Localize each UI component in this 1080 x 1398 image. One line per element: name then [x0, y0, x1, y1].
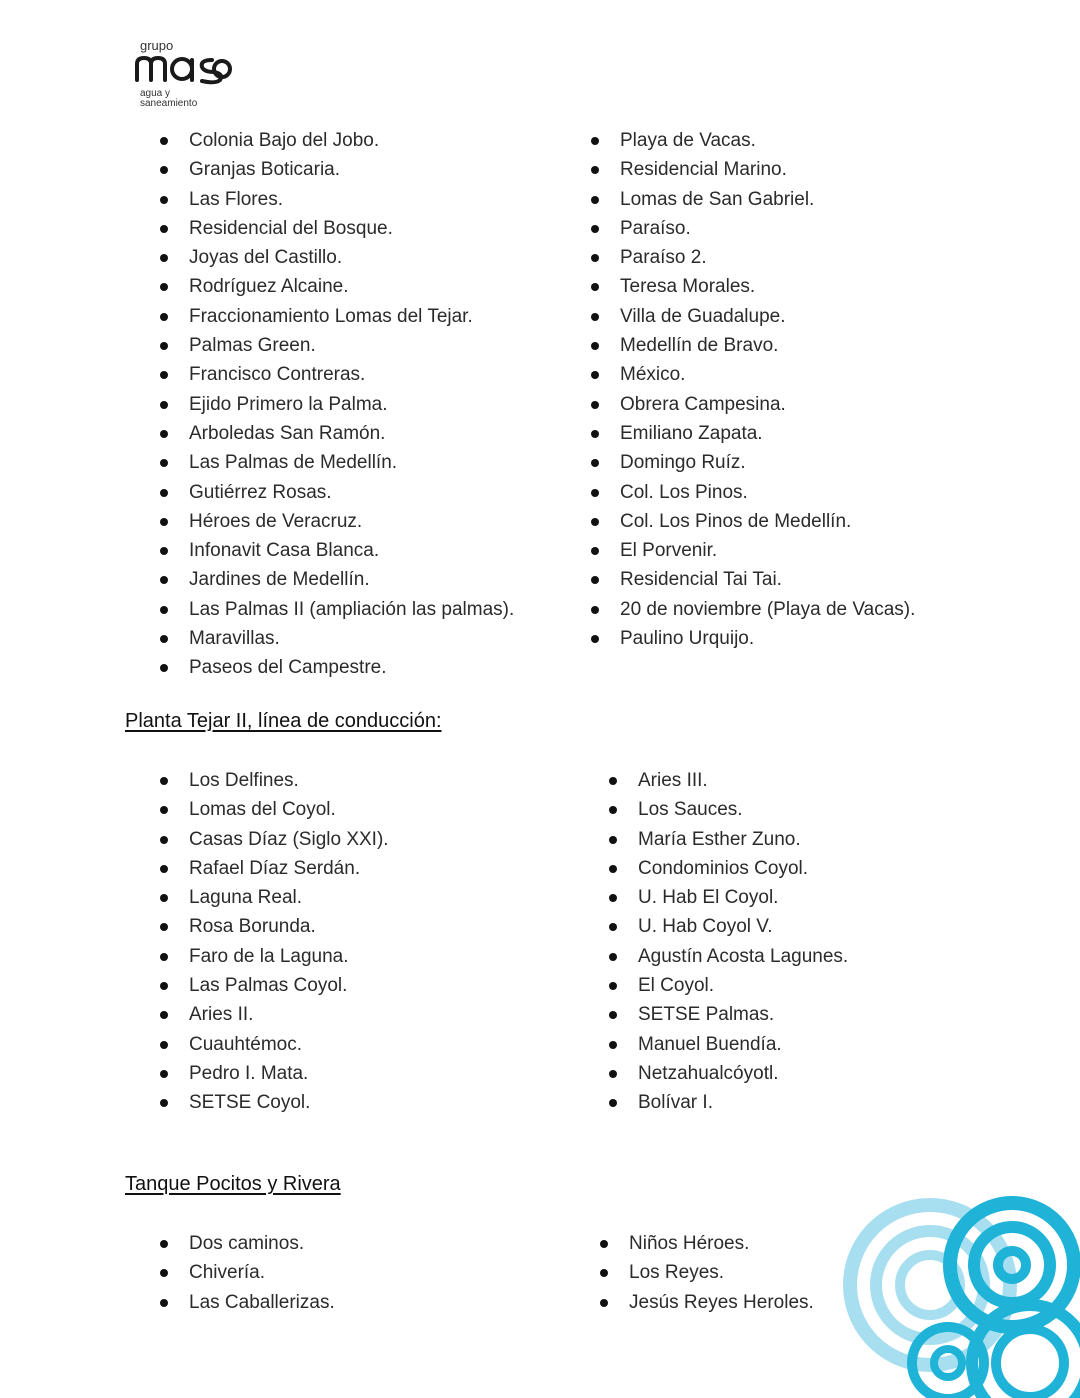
- section3-left-list: [160, 1229, 335, 1317]
- list-item: Medellín de Bravo.: [591, 331, 915, 360]
- list-item: México.: [591, 360, 915, 389]
- section2-heading: Planta Tejar II, línea de conducción:: [125, 710, 442, 732]
- list-item: Teresa Morales.: [591, 272, 915, 301]
- list-item: SETSE Palmas.: [609, 1000, 848, 1029]
- list-item: Agustín Acosta Lagunes.: [609, 942, 848, 971]
- list-item: Rosa Borunda.: [160, 912, 389, 941]
- logo-tagline-2: saneamiento: [140, 98, 198, 109]
- list-item: Aries II.: [160, 1000, 389, 1029]
- list-item: Héroes de Veracruz.: [160, 507, 514, 536]
- list-item: Las Caballerizas.: [160, 1288, 335, 1317]
- list-item: Rodríguez Alcaine.: [160, 272, 514, 301]
- list-item: Los Sauces.: [609, 795, 848, 824]
- list-item: Villa de Guadalupe.: [591, 302, 915, 331]
- list-item: Niños Héroes.: [600, 1229, 814, 1258]
- list-item: Rafael Díaz Serdán.: [160, 854, 389, 883]
- list-item: Netzahualcóyotl.: [609, 1059, 848, 1088]
- list-item: Los Delfines.: [160, 766, 389, 795]
- list-item: Los Reyes.: [600, 1258, 814, 1287]
- decorative-circles-icon: [840, 1195, 1080, 1398]
- list-item: Bolívar I.: [609, 1088, 848, 1117]
- list-item: Francisco Contreras.: [160, 360, 514, 389]
- list-item: Paseos del Campestre.: [160, 653, 514, 682]
- list-item: El Coyol.: [609, 971, 848, 1000]
- list-item: El Porvenir.: [591, 536, 915, 565]
- list-item: Emiliano Zapata.: [591, 419, 915, 448]
- list-item: Las Flores.: [160, 185, 514, 214]
- list-item: Colonia Bajo del Jobo.: [160, 126, 514, 155]
- list-item: Fraccionamiento Lomas del Tejar.: [160, 302, 514, 331]
- list-item: Jesús Reyes Heroles.: [600, 1288, 814, 1317]
- list-item: Jardines de Medellín.: [160, 565, 514, 594]
- list-item: Paraíso.: [591, 214, 915, 243]
- list-item: Lomas de San Gabriel.: [591, 185, 915, 214]
- list-item: Maravillas.: [160, 624, 514, 653]
- list-item: Residencial del Bosque.: [160, 214, 514, 243]
- list-item: Manuel Buendía.: [609, 1030, 848, 1059]
- list-item: Faro de la Laguna.: [160, 942, 389, 971]
- section2-right-list: [609, 766, 848, 1118]
- list-item: Aries III.: [609, 766, 848, 795]
- logo-tagline-1: agua y: [140, 88, 171, 99]
- list-item: Residencial Marino.: [591, 155, 915, 184]
- list-item: Paraíso 2.: [591, 243, 915, 272]
- list-item: Casas Díaz (Siglo XXI).: [160, 825, 389, 854]
- logo-top-text: grupo: [140, 38, 174, 53]
- list-item: Col. Los Pinos.: [591, 478, 915, 507]
- company-logo: [134, 36, 244, 112]
- list-item: Las Palmas de Medellín.: [160, 448, 514, 477]
- list-item: Gutiérrez Rosas.: [160, 478, 514, 507]
- list-item: SETSE Coyol.: [160, 1088, 389, 1117]
- list-item: Cuauhtémoc.: [160, 1030, 389, 1059]
- list-item: Paulino Urquijo.: [591, 624, 915, 653]
- list-item: Obrera Campesina.: [591, 390, 915, 419]
- list-item: 20 de noviembre (Playa de Vacas).: [591, 595, 915, 624]
- list-item: Palmas Green.: [160, 331, 514, 360]
- logo-wordmark-icon: [134, 50, 234, 86]
- list-item: Residencial Tai Tai.: [591, 565, 915, 594]
- list-item: Pedro I. Mata.: [160, 1059, 389, 1088]
- section3-right-list: [600, 1229, 814, 1317]
- list-item: Arboledas San Ramón.: [160, 419, 514, 448]
- list-item: Condominios Coyol.: [609, 854, 848, 883]
- section1-right-list: [591, 126, 915, 653]
- list-item: Dos caminos.: [160, 1229, 335, 1258]
- list-item: Granjas Boticaria.: [160, 155, 514, 184]
- section3-heading: Tanque Pocitos y Rivera: [125, 1173, 341, 1195]
- list-item: Domingo Ruíz.: [591, 448, 915, 477]
- list-item: Laguna Real.: [160, 883, 389, 912]
- list-item: Joyas del Castillo.: [160, 243, 514, 272]
- list-item: Ejido Primero la Palma.: [160, 390, 514, 419]
- list-item: María Esther Zuno.: [609, 825, 848, 854]
- list-item: Chivería.: [160, 1258, 335, 1287]
- section2-left-list: [160, 766, 389, 1118]
- list-item: Lomas del Coyol.: [160, 795, 389, 824]
- list-item: Las Palmas II (ampliación las palmas).: [160, 595, 514, 624]
- section1-left-list: [160, 126, 514, 683]
- list-item: Col. Los Pinos de Medellín.: [591, 507, 915, 536]
- list-item: Las Palmas Coyol.: [160, 971, 389, 1000]
- list-item: U. Hab Coyol V.: [609, 912, 848, 941]
- list-item: U. Hab El Coyol.: [609, 883, 848, 912]
- list-item: Infonavit Casa Blanca.: [160, 536, 514, 565]
- list-item: Playa de Vacas.: [591, 126, 915, 155]
